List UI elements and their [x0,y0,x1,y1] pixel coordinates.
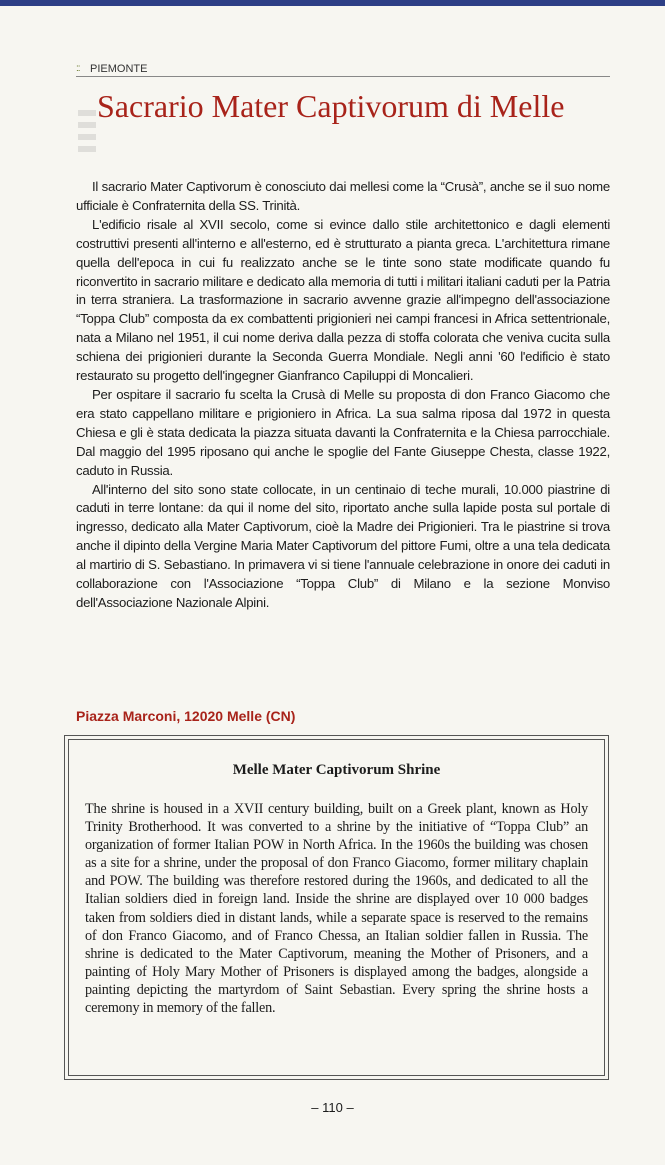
section-label: PIEMONTE [90,63,148,75]
article-paragraph: Per ospitare il sacrario fu scelta la Crusà di Melle su proposta di don Franco Giacomo che era stato cappellano militare e prigioniero in Africa. La sua salma riposa dal 1972 in questa Chiesa e gli è stata dedicata la piazza situata davanti la Confraternita e la Chiesa parrocchiale. Dal maggio del 1995 riposano qui anche le spoglie del Fante Giuseppe Chesta, classe 1922, caduto in Russia. [76,386,610,478]
article-paragraph: Il sacrario Mater Captivorum è conosciuto dai mellesi come la “Crusà”, anche se il suo nome ufficiale è Confraternita della SS. Trinità. [76,179,610,213]
article-paragraph: L'edificio risale al XVII secolo, come si evince dallo stile architettonico e dagli elementi costruttivi presenti all'interno e all'esterno, ed è strutturato a pianta greca. L'architettura rimane quella dell'epoca in cui fu realizzato anche se le tinte sono state modificate quando fu riconvertito in sacrario militare e dedicato alla memoria di tutti i militari italiani caduti per la Patria in terra straniera. La trasformazione in sacrario avvenne grazie all'impegno dell'associazione “Toppa Club” composta da ex combattenti prigionieri nei campi francesi in Africa settentrionale, nata a Milano nel 1951, il cui nome deriva dalla pezza di stoffa colorata che veniva cucita sulla schiena dei prigionieri durante la Seconda Guerra Mondiale. Negli anni '60 l'edificio è stato restaurato su progetto dell'ingegner Gianfranco Capiluppi di Moncalieri. [76,216,610,384]
header-rule [76,76,610,77]
english-summary-paragraph: The shrine is housed in a XVII century building, built on a Greek plant, known as Holy Trinity Brotherhood. It was converted to a shrine by the initiative of “Toppa Club” an organization of former Italian POW in North Africa. In the 1960s the building was chosen as a site for a shrine, under the proposal of don Franco Giacomo, former military chaplain and POW. The building was therefore restored during the 1960s, and dedicated to all the Italian soldiers died in foreign land. Inside the shrine are displayed over 10 000 badges taken from soldiers died in distant lands, while a separate space is reserved to the remains of don Franco Giacomo, and of Franco Chessa, an Italian soldier fallen in Russia. The shrine is dedicated to the Mater Captivorum, meaning the Mother of Prisoners, and a painting of Holy Mary Mother of Prisoners is displayed among the badges, alongside a painting depicting the martyrdom of Saint Sebastian. Every spring the shrine hosts a ceremony in memory of the fallen. [85,801,588,1017]
english-summary-title: Melle Mater Captivorum Shrine [232,762,441,778]
page-top-edge [0,0,665,6]
section-marker-icon: :: [76,63,80,74]
english-summary-text [85,800,588,1017]
article-paragraph: All'interno del sito sono state collocate, in un centinaio di teche murali, 10.000 piastrine di caduti in terre lontane: da qui il nome del sito, riportato anche sulla lapide posta sul portale di ingresso, dedicato alla Mater Captivorum, cioè la Madre dei Prigionieri. Tra le piastrine si trova anche il dipinto della Vergine Maria Mater Captivorum del pittore Fumi, oltre a una tela dedicata al martirio di S. Sebastiano. In primavera vi si tiene l'annuale celebrazione in onore dei caduti in collaborazione con l'Associazione “Toppa Club” di Milano e la sezione Monviso dell'Associazione Nazionale Alpini. [76,481,610,610]
article-address: Piazza Marconi, 12020 Melle (CN) [76,708,296,724]
english-summary-box [64,735,609,1080]
english-summary-inner-frame [68,739,605,1076]
bleed-through-mark [78,110,96,165]
article-body [76,178,610,613]
page-number: – 110 – [311,1100,354,1115]
article-title: Sacrario Mater Captivorum di Melle [97,88,565,124]
